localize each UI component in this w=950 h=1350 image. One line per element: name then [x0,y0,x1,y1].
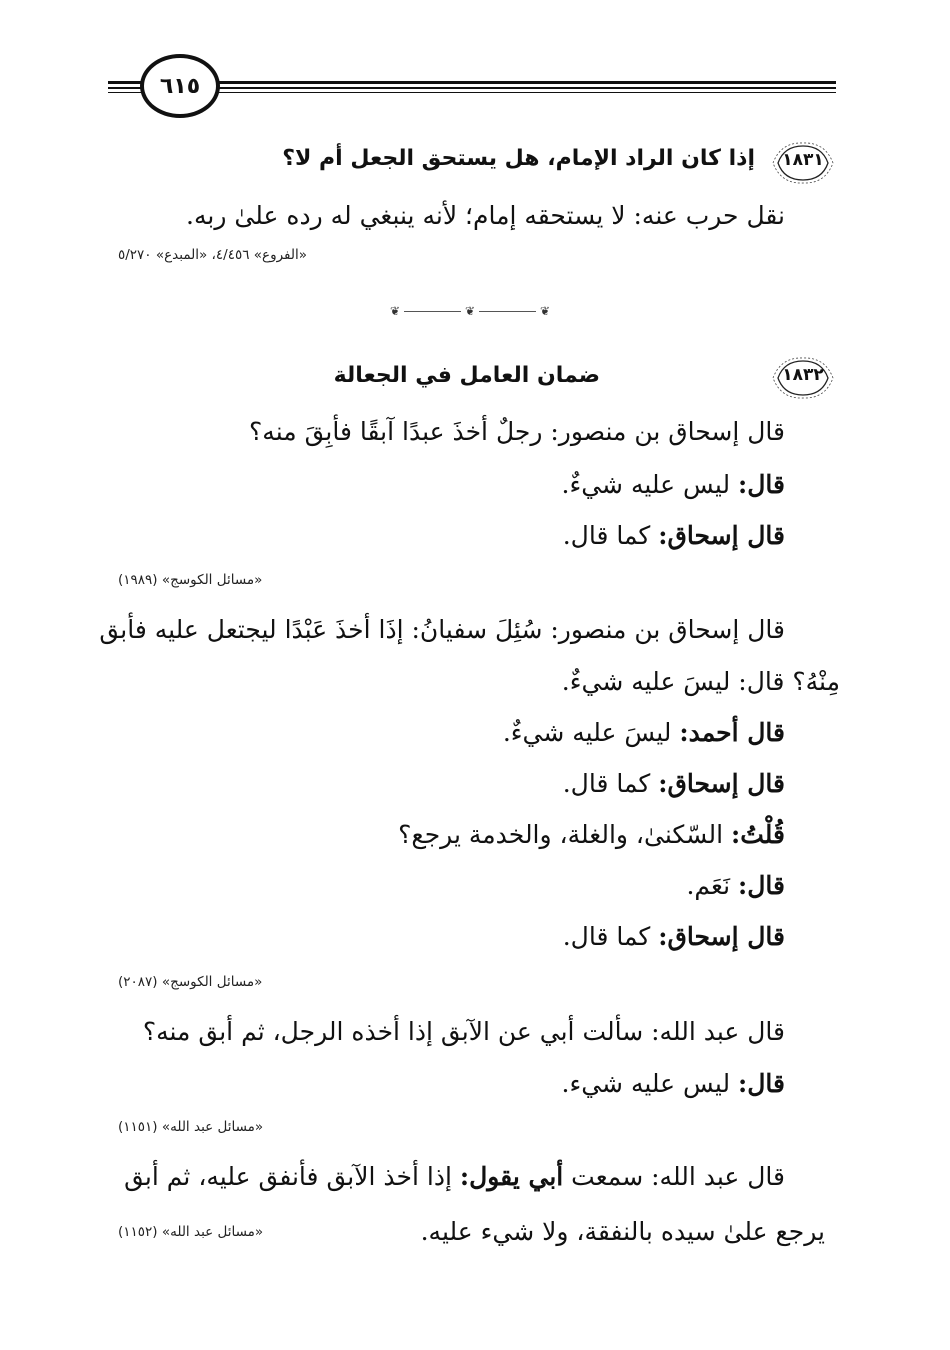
answer-text: نَعَم. [686,871,739,900]
paragraph [124,1157,785,1197]
paragraph [563,917,785,957]
paragraph: قال عبد الله: سألت أبي عن الآبق إذا أخذه الرجل، ثم أبق منه؟ [142,1017,785,1046]
citation: «الفروع» ٤/٤٥٦، «المبدع» ٥/٢٧٠ [118,247,307,263]
paragraph: مِنْهُ؟ قال: ليسَ عليه شيءٌ. [561,667,840,696]
paragraph [563,516,785,556]
citation: «مسائل الكوسج» (١٩٨٩) [118,572,263,588]
answer-text: ليس عليه شيءٌ. [561,470,739,499]
section-number-badge [770,142,836,184]
paragraph [562,1064,785,1104]
citation: «مسائل عبد الله» (١١٥١) [118,1119,264,1135]
speaker-label: قال: [738,470,785,499]
speaker-label: قال: [738,871,785,900]
paragraph [503,713,785,753]
section-title: إذا كان الراد الإمام، هل يستحق الجعل أم لا؟ [282,146,755,171]
fleuron-icon: ❦ [390,304,401,318]
question-text: السّكنىٰ، والغلة، والخدمة يرجع؟ [398,820,731,849]
section-divider [390,304,550,318]
paragraph [686,866,785,906]
speaker-label: قال: [738,1069,785,1098]
citation: «مسائل الكوسج» (٢٠٨٧) [118,974,263,990]
answer-text: كما قال. [562,769,659,798]
paragraph: قال إسحاق بن منصور: رجلٌ أخذَ عبدًا آبقًا فأبِقَ منه؟ [249,417,785,446]
speaker-label: قُلْتُ: [730,820,785,849]
page-number: ٦١٥ [140,54,220,118]
speaker-label: قال إسحاق: [658,769,785,798]
paragraph [562,465,785,505]
fleuron-icon: ❦ [464,304,476,318]
section-title: ضمان العامل في الجعالة [333,363,600,388]
answer-text: كما قال. [562,922,659,951]
speaker-label: قال أحمد: [679,718,785,747]
paragraph-text: إذا أخذ الآبق فأنفق عليه، ثم أبق [124,1162,460,1191]
paragraph: قال إسحاق بن منصور: سُئِلَ سفيانُ: إذَا أخذَ عَبْدًا ليجتعل عليه فأبق [99,615,785,644]
section-number: ١٨٣٢ [782,365,824,385]
paragraph: يرجع علىٰ سيده بالنفقة، ولا شيء عليه. [420,1217,825,1246]
paragraph-text: قال عبد الله: سمعت [563,1162,785,1191]
paragraph: نقل حرب عنه: لا يستحقه إمام؛ لأنه ينبغي له رده علىٰ ربه. [186,201,785,230]
speaker-label: أبي يقول: [459,1162,564,1191]
paragraph [563,764,785,804]
section-number: ١٨٣١ [782,150,824,170]
answer-text: ليس عليه شيء. [561,1069,739,1098]
answer-text: كما قال. [562,521,659,550]
speaker-label: قال إسحاق: [658,922,785,951]
paragraph [398,815,785,855]
citation: «مسائل عبد الله» (١١٥٢) [118,1224,264,1240]
answer-text: ليسَ عليه شيءٌ. [502,718,680,747]
section-number-badge [770,357,836,399]
speaker-label: قال إسحاق: [658,521,785,550]
fleuron-icon: ❦ [539,304,550,318]
